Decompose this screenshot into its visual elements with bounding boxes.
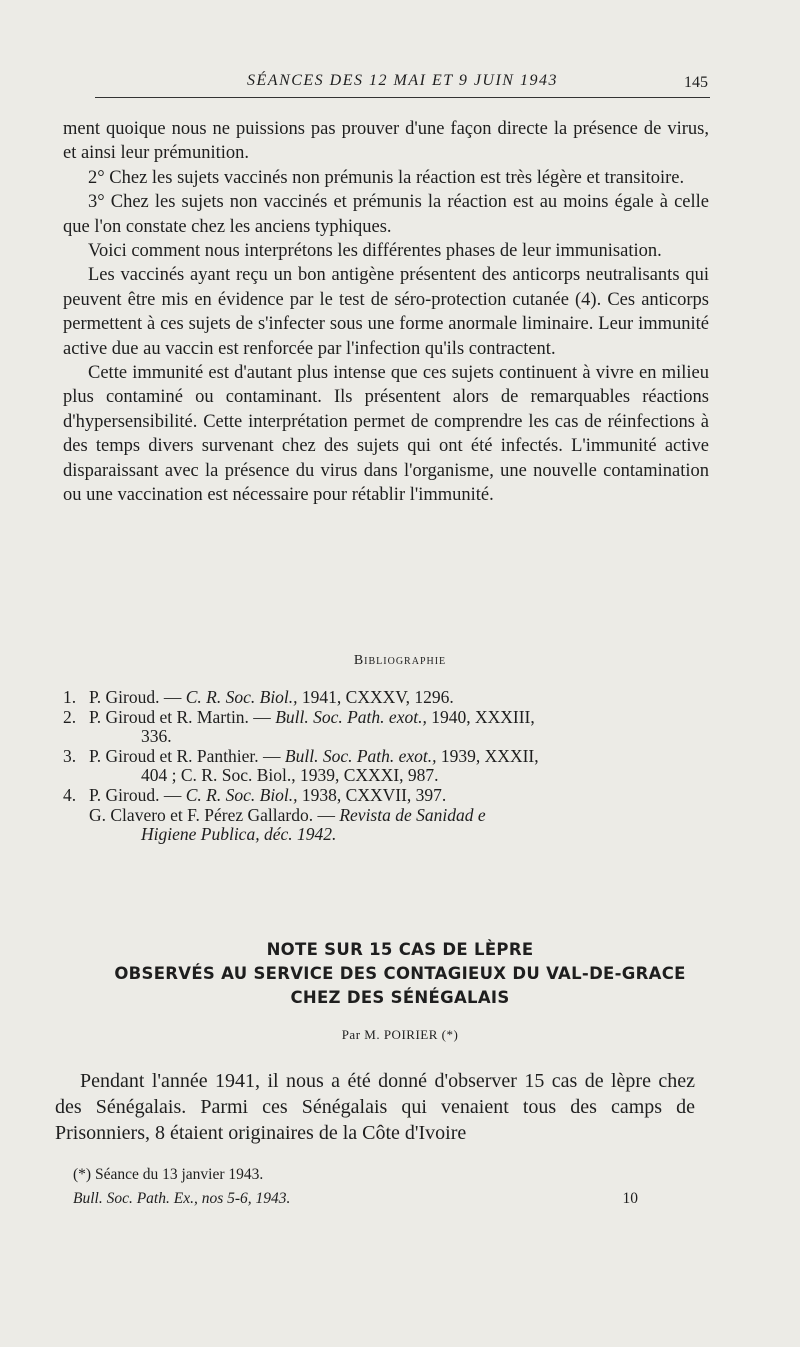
entry-journal: Bull. Soc. Path. exot., (275, 707, 427, 727)
running-head (95, 72, 710, 98)
entry-journal: C. R. Soc. Biol., (185, 785, 298, 805)
entry-rest: 1940, XXXIII, (431, 707, 535, 727)
entry-authors: P. Giroud et R. Martin. — (89, 707, 271, 727)
entry-continuation: 404 ; C. R. Soc. Biol., 1939, CXXXI, 987. (141, 765, 439, 785)
footnote (73, 1163, 693, 1211)
footnote-line: Bull. Soc. Path. Ex., nos 5-6, 1943. (73, 1190, 291, 1207)
entry-rest: 1939, XXXII, (440, 746, 539, 766)
entry-continuation: 336. (141, 726, 172, 746)
entry-journal: C. R. Soc. Biol., (185, 687, 298, 707)
entry-journal: Revista de Sanidad e (339, 805, 486, 825)
entry-number: 1. (63, 687, 77, 707)
bibliography-entry (63, 806, 709, 844)
bibliography-entry (63, 747, 709, 785)
body-paragraph: ment quoique nous ne puissions pas prouver d'une façon directe la présence de virus, et ainsi leur prémunition. (63, 119, 709, 164)
note-title (0, 938, 800, 1010)
entry-number: 4. (63, 785, 77, 805)
entry-authors: P. Giroud. — (89, 785, 182, 805)
body-paragraph: Les vaccinés ayant reçu un bon antigène présentent des anticorps neutralisants qui peuvent être mis en évidence par le test de séro-protection cutanée (4). Ces anticorps permettent à ces sujets de s'infecter sous une forme anormale liminaire. Leur immunité active due au vaccin est renforcée par l'infection qu'ils contractent. (63, 265, 709, 359)
bibliography-entry (63, 786, 709, 805)
note-author: Par M. POIRIER (*) (341, 1027, 459, 1042)
running-title: SÉANCES DES 12 MAI ET 9 JUIN 1943 (247, 72, 558, 89)
article-body (63, 117, 709, 508)
header-rule (95, 97, 710, 98)
body-paragraph: 3° Chez les sujets non vaccinés et prémunis la réaction est au moins égale à celle que l'on constate chez les anciens typhiques. (63, 192, 709, 237)
bibliography-entry (63, 708, 709, 746)
entry-authors: P. Giroud et R. Panthier. — (89, 746, 281, 766)
note-title-line: OBSERVÉS AU SERVICE DES CONTAGIEUX DU VAL-DE-GRACE (114, 964, 686, 983)
entry-journal: Bull. Soc. Path. exot., (284, 746, 437, 766)
body-paragraph: Cette immunité est d'autant plus intense que ces sujets continuent à vivre en milieu plus contaminé ou contaminant. Ils présentent alors de remarquables réactions d'hypersensibilité. Cette interprétation permet de comprendre les cas de réinfections à des temps divers survenant chez des sujets qui ont été infectés. L'immunité active disparaissant avec la présence du virus dans l'organisme, une nouvelle contamination ou une vaccination est nécessaire pour rétablir l'immunité. (63, 363, 709, 506)
note-title-line: NOTE SUR 15 CAS DE LÈPRE (266, 940, 534, 959)
body-paragraph: 2° Chez les sujets vaccinés non prémunis la réaction est très légère et transitoire. (88, 167, 685, 188)
note-title-line: CHEZ DES SÉNÉGALAIS (290, 988, 510, 1007)
entry-rest: 1938, CXXVII, 397. (301, 785, 447, 805)
entry-continuation: Higiene Publica, déc. 1942. (141, 824, 337, 844)
entry-authors: G. Clavero et F. Pérez Gallardo. — (89, 805, 335, 825)
note-paragraph: Pendant l'année 1941, il nous a été donné d'observer 15 cas de lèpre chez des Sénégalais. Parmi ces Sénégalais qui venaient tous des camps de Prisonniers, 8 étaient originaires de la Côte d'Ivoire (55, 1070, 695, 1144)
entry-rest: 1941, CXXXV, 1296. (301, 687, 454, 707)
bibliography-entry (63, 688, 709, 707)
entry-number: 2. (63, 707, 77, 727)
entry-number: 3. (63, 746, 77, 766)
note-body (55, 1068, 695, 1146)
bibliography-list (63, 688, 709, 845)
footnote-line: (*) Séance du 13 janvier 1943. (73, 1166, 264, 1183)
bibliography-title: Bibliographie (353, 653, 447, 668)
entry-authors: P. Giroud. — (89, 687, 182, 707)
sheet-number: 10 (622, 1190, 638, 1207)
body-paragraph: Voici comment nous interprétons les différentes phases de leur immunisation. (88, 241, 662, 262)
page-number: 145 (684, 74, 708, 91)
